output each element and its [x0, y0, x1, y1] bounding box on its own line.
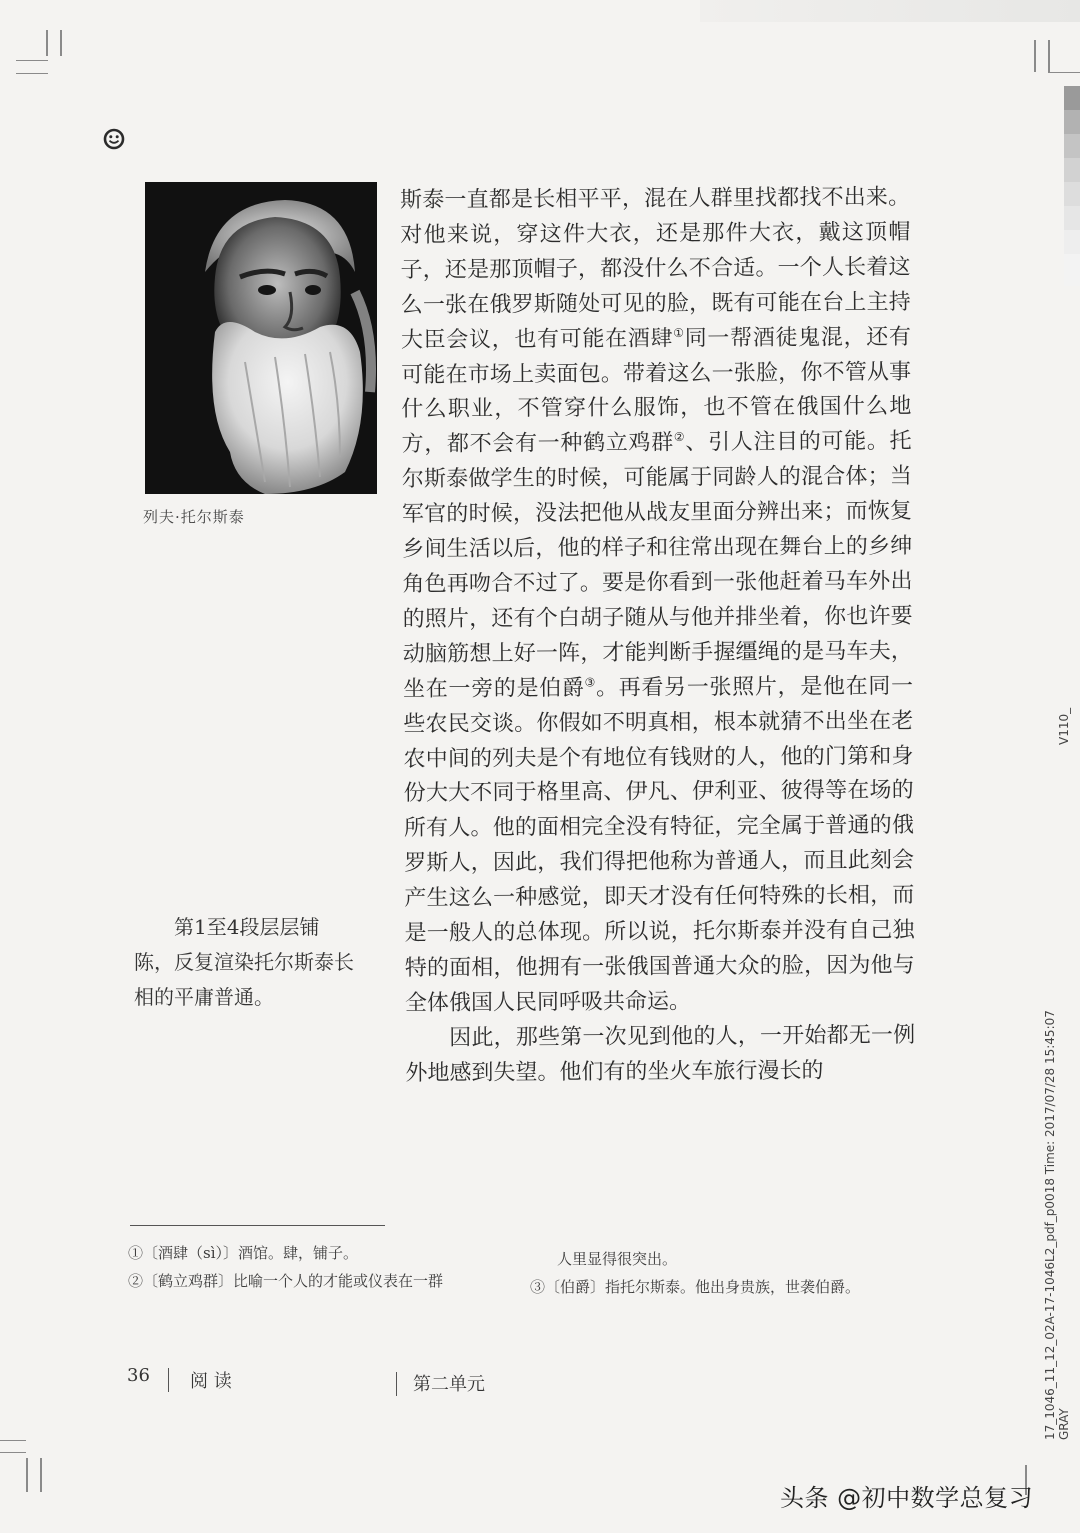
print-info-line: 17_1046_11_12_02A-17-1046L2_pdf_p0018 Time: 2017/07/28 15:45:07 [1043, 1010, 1057, 1440]
gray-calibration-strip [1064, 86, 1080, 286]
footnote-2-continued: 人里显得很突出。 [557, 1250, 678, 1268]
footnote-ref: ① [673, 325, 685, 340]
footnote-rule [130, 1225, 385, 1226]
unit-name: 第二单元 [413, 1374, 485, 1395]
watermark: 头条 @初中数学总复习 [780, 1484, 1034, 1512]
crop-mark [0, 1452, 26, 1453]
footnote-ref: ③ [584, 675, 597, 690]
paragraph: 因此，那些第一次见到他的人，一开始都无一例外地感到失望。他们有的坐火车旅行漫长的 [405, 1022, 916, 1086]
paragraph [400, 181, 915, 1022]
crop-mark [0, 1440, 26, 1441]
folio-divider [168, 1368, 169, 1392]
folio-divider [396, 1372, 397, 1396]
footnote-1: ①〔酒肆（sì）〕酒馆。肆，铺子。 [128, 1244, 358, 1262]
scan-edge [700, 0, 1080, 22]
crop-mark [60, 30, 62, 56]
print-color-mode: GRAY [1057, 1408, 1071, 1440]
print-code: V110_ [1057, 707, 1071, 745]
crop-mark [1034, 40, 1036, 72]
text-run: 斯泰一直都是长相平平，混在人群里找都找不出来。对他来说，穿这件大衣，还是那件大衣，戴这顶帽子，还是那顶帽子，都没什么不合适。一个人长着这么一张在俄罗斯随处可见的脸，既有可能在台上主持大臣会议，也有可能在酒肆 [400, 184, 911, 353]
text-run: 。再看另一张照片，是他在同一些农民交谈。你假如不明真相，根本就猜不出坐在老农中间的列夫是个有地位有钱财的人，他的门第和身份大大不同于格里高、伊凡、伊利亚、彼得等在场的所有人。他的面相完全没有特征，完全属于普通的俄罗斯人，因此，我们得把他称为普通人，而且此刻会产生这么一种感觉，即天才没有任何特殊的长相，而是一般人的总体现。所以说，托尔斯泰并没有自己独特的面相，他拥有一张俄国普通大众的脸，因为他与全体俄国人民同呼吸共命运。 [403, 673, 915, 1016]
text-run: 、引人注目的可能。托尔斯泰做学生的时候，可能属于同龄人的混合体；当军官的时候，没法把他从战友里面分辨出来；而恢复乡间生活以后，他的样子和往常出现在舞台上的乡绅角色再吻合不过了。要是你看到一张他赶着马车外出的照片，还有个白胡子随从与他并排坐着，你也许要动脑筋想上好一阵，才能判断手握缰绳的是马车夫，坐在一旁的是伯爵 [401, 429, 913, 702]
crop-mark [1048, 72, 1080, 73]
page-number: 36 [127, 1365, 150, 1386]
footnote-ref: ② [673, 430, 686, 445]
crop-mark [40, 1458, 42, 1492]
tolstoy-portrait [145, 182, 377, 494]
figure-caption: 列夫·托尔斯泰 [143, 508, 245, 526]
smiley-icon [103, 128, 125, 150]
main-body [400, 181, 916, 1092]
crop-mark [1048, 40, 1050, 72]
side-annotation: 第1至4段层层铺陈，反复渲染托尔斯泰长相的平庸普通。 [134, 915, 354, 1009]
footnote-2: ②〔鹤立鸡群〕比喻一个人的才能或仪表在一群 [128, 1272, 444, 1290]
crop-mark [16, 73, 48, 74]
footnote-3: ③〔伯爵〕指托尔斯泰。他出身贵族，世袭伯爵。 [530, 1278, 861, 1296]
crop-mark [46, 30, 48, 56]
section-name: 阅 读 [190, 1371, 232, 1392]
crop-mark [26, 1458, 28, 1492]
text-run: 同一帮酒徒鬼混，还有可能在市场上卖面包。带着这么一张脸，你不管从事什么职业，不管穿什么服饰，也不管在俄国什么地方，都不会有一种鹤立鸡群 [401, 324, 912, 458]
crop-mark [16, 60, 48, 61]
